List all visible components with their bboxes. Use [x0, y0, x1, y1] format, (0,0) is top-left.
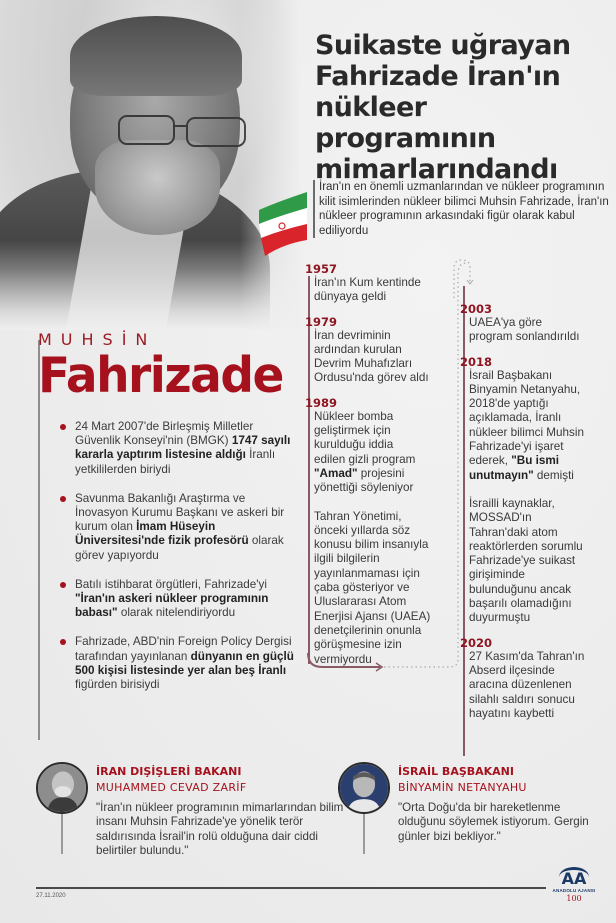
speaker-role: İSRAİL BAŞBAKANI: [398, 765, 514, 778]
intro-paragraph: İran'ın en önemli uzmanlarından ve nükleer programının kilit isimlerinden nükleer bilimci Muhsin Fahrizade, İran'ın nükleer programının arkasındaki figür olarak kabul ediliyordu: [313, 180, 613, 238]
avatar-stem: [61, 814, 63, 854]
timeline-year: 2018: [460, 354, 493, 369]
timeline-event: İsrail Başbakanı Binyamin Netanyahu, 2018'de yaptığı açıklamada, İranlı nükleer bilimci Muhsin Fahrizade'yi işaret ederek, "Bu ismi unutmayın" demişti: [469, 368, 584, 482]
bullet-dot-icon: [60, 639, 66, 645]
name-block: [38, 330, 283, 405]
avatar-zarif: [36, 762, 88, 814]
glasses-icon: [115, 110, 255, 150]
last-name: Fahrizade: [38, 346, 283, 405]
iran-flag-icon: [257, 188, 309, 260]
fact-item: 24 Mart 2007'de Birleşmiş Milletler Güvenlik Konseyi'nin (BMGK) 1747 sayılı kararla yaptırım listesine aldığı İranlı yetkililerden biriydi: [60, 420, 300, 477]
speaker-name: BİNYAMİN NETANYAHU: [398, 781, 527, 794]
quote-text: "İran'ın nükleer programının mimarlarından bilim insanı Muhsin Fahrizade'ye yönelik terör saldırısında İsrail'in rolü olduğuna dair ciddi belirtiler bulundu.": [96, 801, 344, 857]
fact-list: [60, 420, 300, 707]
timeline-event: Nükleer bomba geliştirmek için kurulduğu iddia edilen gizli program "Amad" projesini yönettiği söyleniyor: [314, 409, 416, 495]
timeline-event: Tahran Yönetimi, önceki yıllarda söz konusu bilim insanıyla ilgili bilgilerin yayınlanmaması için çaba gösteriyor ve Uluslararası Atom Enerjisi Ajansı (UAEA) denetçilerinin onunla görüşmesine izin vermiyordu: [314, 509, 431, 666]
fact-item: Savunma Bakanlığı Araştırma ve İnovasyon Kurumu Başkanı ve askeri bir kurum olan İmam Hüseyin Üniversitesi'nde fizik profesörü olarak görev yapıyordu: [60, 492, 300, 563]
timeline-year: 1957: [305, 262, 338, 276]
timeline-event: 27 Kasım'da Tahran'ın Abserd ilçesinde aracına düzenlenen silahlı saldırı sonucu hayatını kaybetti: [469, 649, 585, 720]
timeline-event: UAEA'ya göre program sonlandırıldı: [469, 316, 580, 344]
bullet-dot-icon: [60, 496, 66, 502]
footer-divider: [36, 887, 546, 889]
avatar-netanyahu: [338, 762, 390, 814]
timeline-year: 2020: [460, 635, 493, 650]
speaker-name: MUHAMMED CEVAD ZARİF: [96, 781, 247, 794]
timeline-year: 1979: [305, 314, 338, 329]
timeline-event: İran devriminin ardından kurulan Devrim Muhafızları Ordusu'nda görev aldı: [314, 328, 429, 385]
headline-line: nükleer programının: [315, 92, 496, 154]
timeline-connector-icon: [300, 255, 470, 675]
publish-date: 27.11.2020: [36, 893, 66, 899]
headline-line: Fahrizade İran'ın: [315, 61, 561, 92]
timeline-year: 2003: [460, 302, 493, 316]
speaker-role: İRAN DIŞİŞLERİ BAKANI: [96, 765, 242, 778]
bullet-dot-icon: [60, 582, 66, 588]
headline: [315, 30, 615, 185]
first-name: MUHSİN: [38, 330, 157, 349]
fact-item: Fahrizade, ABD'nin Foreign Policy Dergisi tarafından yayınlanan dünyanın en güçlü 500 kişisi listesinde yer alan beş İranlı figürden birisiydi: [60, 635, 300, 692]
portrait-photo: [0, 0, 300, 330]
aa-logo-icon: AA: [559, 867, 589, 887]
arrow-down-icon: [450, 258, 480, 308]
timeline-event: İsrailli kaynaklar, MOSSAD'ın Tahran'daki atom reaktörlerden sorumlu Fahrizade'ye suikast girişiminde bulunduğunu ancak başarılı olamadığını duyurmuştu: [469, 496, 583, 625]
headline-line: Suikaste uğrayan: [315, 30, 571, 61]
avatar-stem: [363, 814, 365, 854]
timeline-column-2: [460, 302, 616, 731]
timeline-event: İran'ın Kum kentinde dünyaya geldi: [314, 276, 421, 304]
headline-line: mimarlarındandı: [315, 154, 558, 185]
bullet-dot-icon: [60, 424, 66, 430]
quote-text: "Orta Doğu'da bir hareketlenme olduğunu söylemek istiyorum. Gergin günler bizi bekliyor.": [398, 801, 589, 843]
timeline-year: 1989: [305, 395, 338, 410]
fact-item: Batılı istihbarat örgütleri, Fahrizade'yi "İran'ın askeri nükleer programının babası" olarak nitelendiriyordu: [60, 578, 300, 621]
anadolu-agency-logo: AA ANADOLU AJANSI 100: [552, 869, 596, 903]
